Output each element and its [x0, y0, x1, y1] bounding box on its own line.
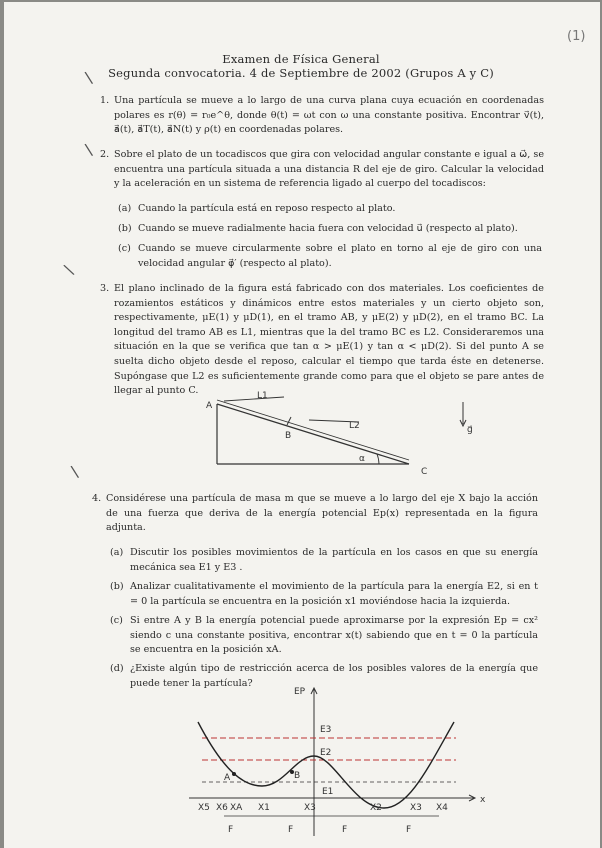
exam-title: Examen de Física General [222, 52, 380, 66]
q4-item-text: Analizar cualitativamente el movimiento de la partícula para la energía E2, si en t = 0 la partícula se encuentra en la posición x1 moviéndose hacia la izquierda. [130, 581, 538, 607]
l1-label: L1 [257, 391, 268, 401]
gravity-label: g⃗ [467, 425, 473, 435]
point-a-mark: A [224, 773, 231, 783]
gravity-arrow [459, 402, 479, 442]
incline-figure [206, 391, 449, 482]
q2-item-label: (c) [118, 243, 131, 254]
margin-tick: \ [69, 461, 80, 482]
page-number-mark: (1) [567, 29, 586, 44]
tick-x6: X6 [216, 803, 228, 813]
point-b-label: B [285, 431, 292, 441]
q2-number: 2. [100, 149, 110, 160]
q4-item-label: (b) [110, 581, 124, 592]
potential-energy-figure [184, 686, 504, 846]
margin-tick: \ [61, 259, 76, 280]
force-label: F [406, 825, 412, 835]
q2-item-label: (b) [118, 223, 132, 234]
alpha-label: α [359, 454, 365, 464]
q4-item-label: (d) [110, 663, 124, 674]
q2-item-text: Cuando se mueve radialmente hacia fuera con velocidad u⃗ (respecto al plato). [138, 223, 518, 234]
exam-subtitle: Segunda convocatoria. 4 de Septiembre de 2002 (Grupos A y C) [108, 66, 494, 80]
q2-item-text: Cuando la partícula está en reposo respecto al plato. [138, 203, 396, 214]
tick-xa: XA [230, 803, 243, 813]
q4-item-label: (a) [110, 547, 124, 558]
e3-label: E3 [320, 725, 332, 735]
tick-x3-left: X3 [304, 803, 316, 813]
exam-sheet [4, 2, 600, 848]
q2-item-text: Cuando se mueve circularmente sobre el plato en torno al eje de giro con una velocidad angular φ⃗′ (respecto al plato). [138, 243, 542, 269]
l2-label: L2 [349, 421, 360, 431]
q4-item-text: ¿Existe algún tipo de restricción acerca de los posibles valores de la energía que puede tener la partícula? [130, 663, 538, 689]
tick-x4: X4 [436, 803, 448, 813]
e1-label: E1 [322, 787, 334, 797]
q4-item-text: Discutir los posibles movimientos de la partícula en los casos en que su energía mecánica sea E1 y E3 . [130, 547, 538, 573]
margin-tick: \ [83, 139, 94, 160]
point-c-label: C [421, 467, 428, 477]
q3-text: El plano inclinado de la figura está fabricado con dos materiales. Los coeficientes de rozamientos estáticos y dinámicos entre estos materiales y un cierto objeto son, respectivamente, μE(1) y μD(1), en el tramo AB, y μE(2) y μD(2), en el tramo BC. La longitud del tramo AB es L1, mientras que la del tramo BC es L2. Consideraremos una situación en la que se verifica que tan α > μE(1) y tan α < μD(2). Si del punto A se suelta dicho objeto desde el reposo, calcular el tiempo que tarda éste en detenerse. Supóngase que L2 es suficientemente grande como para que el objeto se pare antes de llegar al punto C. [114, 283, 544, 397]
force-label: F [288, 825, 294, 835]
point-a-label: A [206, 401, 213, 411]
ep-axis-label: EP [294, 687, 306, 697]
margin-tick: \ [83, 67, 94, 88]
point-b-mark: B [294, 771, 301, 781]
q1-number: 1. [100, 95, 110, 106]
tick-x2: X2 [370, 803, 382, 813]
tick-x1: X1 [258, 803, 270, 813]
e2-label: E2 [320, 748, 332, 758]
x-axis-label: x [480, 795, 486, 805]
q3-number: 3. [100, 283, 110, 294]
tick-x5: X5 [198, 803, 210, 813]
force-label: F [228, 825, 234, 835]
q4-text: Considérese una partícula de masa m que se mueve a lo largo del eje X bajo la acción de una fuerza que deriva de la energía potencial Ep(x) representada en la figura adjunta. [106, 493, 538, 534]
tick-x3-right: X3 [410, 803, 422, 813]
q2-text: Sobre el plato de un tocadiscos que gira con velocidad angular constante e igual a ω⃗, se encuentra una partícula situada a una distancia R del eje de giro. Calcular la velocidad y la aceleración en un sistema de referencia ligado al cuerpo del tocadiscos: [114, 149, 544, 190]
q4-item-text: Si entre A y B la energía potencial puede aproximarse por la expresión Ep = cx² siendo c una constante positiva, encontrar x(t) sabiendo que en t = 0 la partícula se encuentra en la posición xA. [130, 615, 538, 656]
q4-item-label: (c) [110, 615, 123, 626]
q1-text: Una partícula se mueve a lo largo de una curva plana cuya ecuación en coordenadas polares es r(θ) = r₀e^θ, donde θ(t) = ωt con ω una constante positiva. Encontrar v⃗(t), a⃗(t), a⃗T(t), a⃗N(t) y ρ(t) en coordenadas polares. [114, 95, 544, 136]
q2-item-label: (a) [118, 203, 132, 214]
force-label: F [342, 825, 348, 835]
q4-number: 4. [92, 493, 102, 504]
